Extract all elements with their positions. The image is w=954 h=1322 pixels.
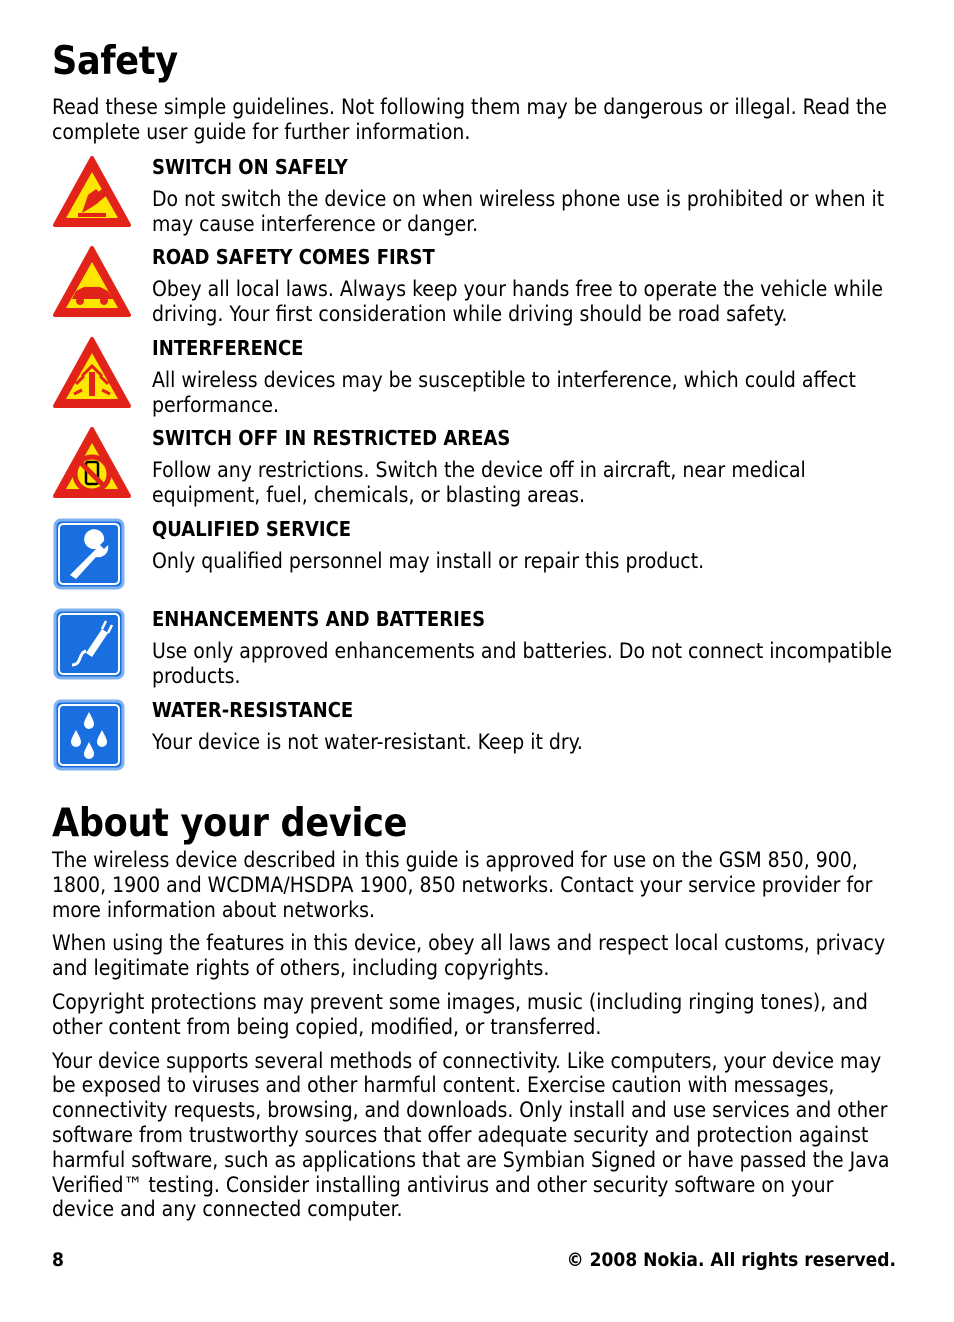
about-paragraph: Copyright protections may prevent some images, music (including ringing tones), and other content from being copied, modified, or transferred.	[52, 989, 868, 1039]
about-paragraph: Your device supports several methods of connectivity. Like computers, your device may be exposed to viruses and other harmful content. Exercise caution with messages, connectivity requests, browsing, and downloads. Only install and use services and other software from trustworthy sources that offer adequate security and protection against harmful software, such as applications that are Symbian Signed or have passed the Java Verified™ testing. Consider installing antivirus and other security software on your device and any connected computer.	[52, 1048, 890, 1222]
safety-item-enhancements-batteries	[52, 607, 897, 697]
safety-item-text: Use only approved enhancements and batteries. Do not connect incompatible products.	[152, 639, 892, 688]
safety-item-text: Follow any restrictions. Switch the device off in aircraft, near medical equipment, fuel, chemicals, or blasting areas.	[152, 458, 806, 507]
safety-item-road-safety	[52, 245, 897, 335]
safety-item-heading: QUALIFIED SERVICE	[152, 517, 352, 541]
safety-item-qualified-service	[52, 517, 897, 607]
about-device-body	[52, 848, 897, 1231]
water-drops-icon	[52, 698, 132, 773]
safety-item-switch-on-safely	[52, 155, 897, 245]
copyright-notice: © 2008 Nokia. All rights reserved.	[566, 1249, 896, 1271]
safety-item-restricted-areas	[52, 426, 897, 516]
section-title-about-device: About your device	[52, 801, 408, 846]
car-warning-icon	[52, 245, 132, 320]
safety-item-text: Obey all local laws. Always keep your hands free to operate the vehicle while driving. Your first consideration while driving should be road safety.	[152, 277, 883, 326]
safety-item-water-resistance	[52, 698, 897, 788]
safety-item-text: Do not switch the device on when wireless phone use is prohibited or when it may cause interference or danger.	[152, 187, 885, 236]
about-paragraph: When using the features in this device, obey all laws and respect local customs, privacy and legitimate rights of others, including copyrights.	[52, 931, 886, 981]
plug-icon	[52, 607, 132, 682]
safety-item-heading: INTERFERENCE	[152, 336, 304, 360]
safety-item-heading: SWITCH OFF IN RESTRICTED AREAS	[152, 426, 511, 450]
safety-item-text: Only qualified personnel may install or repair this product.	[152, 549, 705, 573]
safety-item-heading: ENHANCEMENTS AND BATTERIES	[152, 607, 486, 631]
section-title-safety: Safety	[52, 39, 178, 84]
page-number: 8	[52, 1249, 64, 1271]
about-paragraph: The wireless device described in this guide is approved for use on the GSM 850, 900, 1800, 1900 and WCDMA/HSDPA 1900, 850 networks. Contact your service provider for more information about networks.	[52, 848, 873, 922]
safety-item-heading: ROAD SAFETY COMES FIRST	[152, 245, 435, 269]
safety-item-text: All wireless devices may be susceptible to interference, which could affect performance.	[152, 368, 856, 417]
hand-switch-warning-icon	[52, 155, 132, 230]
interference-warning-icon	[52, 336, 132, 411]
safety-item-text: Your device is not water-resistant. Keep it dry.	[152, 730, 583, 754]
wrench-icon	[52, 517, 132, 592]
safety-item-heading: WATER-RESISTANCE	[152, 698, 354, 722]
safety-item-heading: SWITCH ON SAFELY	[152, 155, 348, 179]
safety-intro: Read these simple guidelines. Not following them may be dangerous or illegal. Read the complete user guide for further information.	[52, 95, 887, 144]
no-phone-warning-icon	[52, 426, 132, 501]
safety-item-interference	[52, 336, 897, 426]
